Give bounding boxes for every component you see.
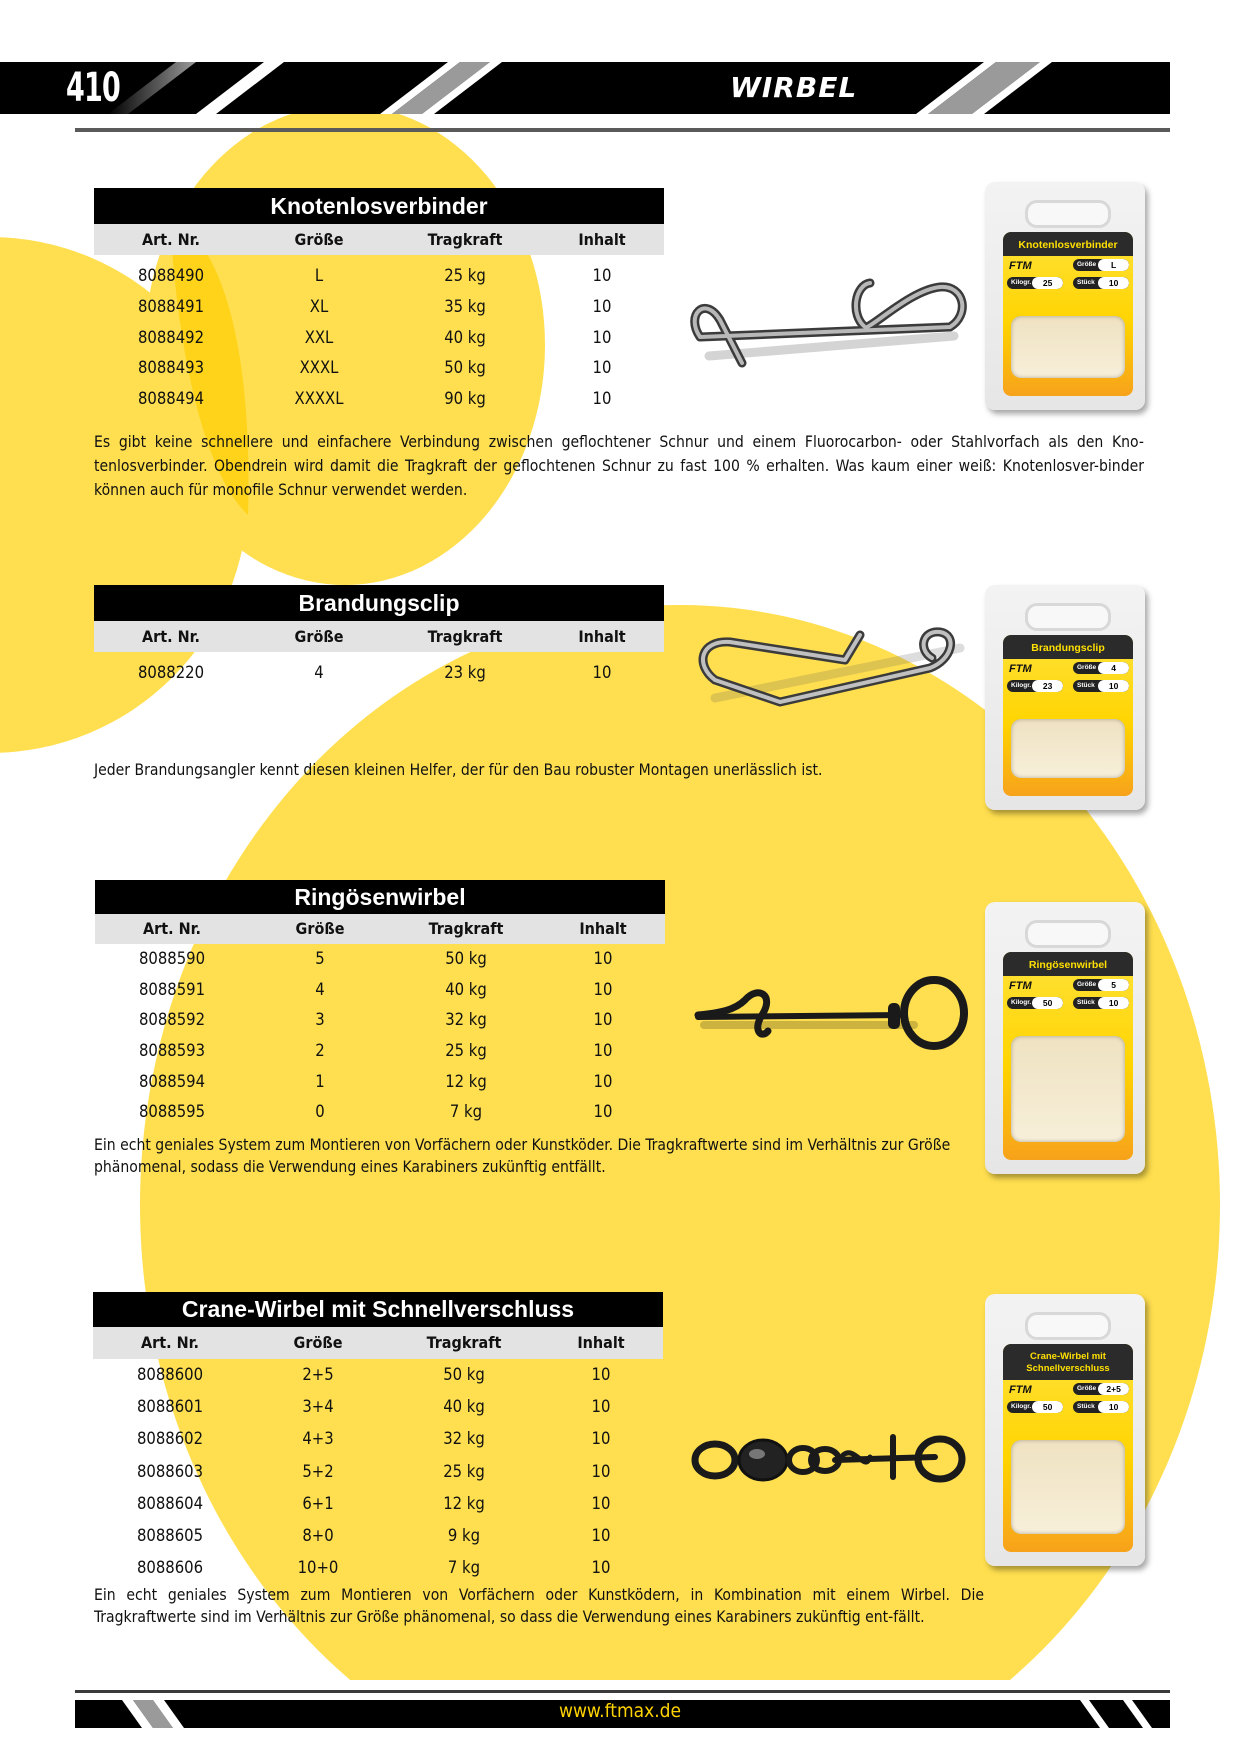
col-groesse: Größe <box>295 919 345 938</box>
cell-art-nr: 8088605 <box>136 1525 204 1545</box>
table-header <box>93 1327 663 1359</box>
product-table-knotenlosverbinder <box>94 188 664 415</box>
cell-inhalt: 10 <box>591 1365 611 1384</box>
cell-tragkraft: 23 kg <box>444 663 486 682</box>
cell-groesse: 3+4 <box>302 1397 334 1417</box>
table-row <box>95 1097 665 1128</box>
table-row <box>94 261 664 292</box>
table-title: Knotenlosverbinder <box>94 188 664 224</box>
cell-inhalt: 10 <box>593 1071 613 1091</box>
package-count-value: 10 <box>1098 1401 1129 1413</box>
table-body <box>94 255 664 415</box>
cell-tragkraft: 7 kg <box>447 1558 481 1578</box>
package-count-value: 10 <box>1098 277 1129 289</box>
cell-groesse: 3 <box>315 1010 325 1030</box>
col-art-nr: Art. Nr. <box>143 919 201 938</box>
package-kg-value: 50 <box>1032 1401 1063 1413</box>
package-count-chip: Stück 10 <box>1073 997 1129 1009</box>
product-description: Ein echt geniales System zum Montieren von Vorfächern oder Kunstködern, in Kombination mit einem Wirbel. Die Tragkraftwerte sind im Verhältnis zur Größe phänomenal, so dass die Verwendung eines Karabiners zukünftig ent-fällt. <box>94 1586 984 1626</box>
table-row <box>93 1391 663 1423</box>
package-count-value: 10 <box>1098 997 1129 1009</box>
table-body <box>93 1359 663 1584</box>
ringoesenwirbel-image <box>690 965 980 1065</box>
package-window <box>1011 719 1125 778</box>
cell-groesse: XL <box>309 296 329 316</box>
table-row <box>93 1488 663 1520</box>
package-kg-chip: Kilogr. 25 <box>1007 277 1063 289</box>
cell-tragkraft: 12 kg <box>445 1071 487 1091</box>
cell-inhalt: 10 <box>592 266 612 285</box>
package-card <box>1003 952 1133 1160</box>
package-kg-chip: Kilogr. 50 <box>1007 1401 1063 1413</box>
cell-tragkraft: 32 kg <box>443 1429 485 1449</box>
cell-tragkraft: 25 kg <box>444 266 486 285</box>
package-brandungsclip <box>985 585 1145 810</box>
cell-groesse: XXXL <box>299 358 339 378</box>
package-info <box>1003 976 1133 1016</box>
package-size-value: 5 <box>1098 979 1129 991</box>
package-label: Brandungsclip <box>1003 635 1133 659</box>
package-size-chip: Größe 4 <box>1073 662 1129 674</box>
package-size-chip: Größe 2+5 <box>1073 1383 1129 1395</box>
hang-tab <box>1025 1312 1111 1340</box>
cell-inhalt: 10 <box>592 296 612 316</box>
table-header <box>94 621 664 652</box>
package-knotenlosverbinder <box>985 182 1145 410</box>
col-art-nr: Art. Nr. <box>141 1333 199 1352</box>
cell-inhalt: 10 <box>593 1041 613 1061</box>
cell-inhalt: 10 <box>593 979 613 999</box>
package-count-value: 10 <box>1098 680 1129 692</box>
cell-art-nr: 8088491 <box>137 296 205 316</box>
cell-tragkraft: 40 kg <box>444 327 486 347</box>
package-card <box>1003 232 1133 396</box>
package-logo: FTM <box>1009 260 1032 272</box>
package-window <box>1011 316 1125 378</box>
product-table-brandungsclip <box>94 585 664 689</box>
cell-inhalt: 10 <box>592 327 612 347</box>
cell-inhalt: 10 <box>593 1102 613 1122</box>
knotenlosverbinder-image <box>680 265 970 385</box>
cell-groesse: XXXXL <box>294 389 344 409</box>
cell-inhalt: 10 <box>591 1493 611 1513</box>
package-label: Crane-Wirbel mit Schnellverschluss <box>1003 1344 1133 1380</box>
col-tragkraft: Tragkraft <box>428 919 504 938</box>
table-row <box>94 292 664 323</box>
package-crane-wirbel <box>985 1294 1145 1566</box>
brandungsclip-image <box>690 620 970 720</box>
cell-groesse: L <box>314 266 324 285</box>
table-row <box>93 1359 663 1391</box>
cell-tragkraft: 50 kg <box>443 1365 485 1384</box>
cell-art-nr: 8088220 <box>137 663 205 682</box>
crane-wirbel-image <box>685 1415 975 1505</box>
package-kg-chip: Kilogr. 23 <box>1007 680 1063 692</box>
table-body <box>95 944 665 1128</box>
cell-art-nr: 8088490 <box>137 266 205 285</box>
cell-tragkraft: 9 kg <box>447 1525 481 1545</box>
footer-rule <box>75 1690 1170 1693</box>
cell-tragkraft: 40 kg <box>443 1397 485 1417</box>
cell-art-nr: 8088591 <box>138 979 206 999</box>
cell-art-nr: 8088592 <box>138 1010 206 1030</box>
product-description: Es gibt keine schnellere und einfachere Verbindung zwischen geflochtener Schnur und einem Fluorocarbon- oder Stahlvorfach als den Kno-tenlosverbinder. Obendrein wird damit die Tragkraft der geflochtenen Schnur zu fast 100 % erhalten. Was kaum einer weiß: Knotenlosver-binder können auch für monofile Schnur verwendet werden. <box>94 433 1144 499</box>
table-title: Brandungsclip <box>94 585 664 621</box>
package-count-chip: Stück 10 <box>1073 277 1129 289</box>
package-ringoesenwirbel <box>985 902 1145 1174</box>
table-row <box>94 658 664 689</box>
table-row <box>94 353 664 384</box>
cell-art-nr: 8088600 <box>136 1365 204 1384</box>
package-logo: FTM <box>1009 980 1032 992</box>
cell-tragkraft: 12 kg <box>443 1493 485 1513</box>
package-count-chip: Stück 10 <box>1073 680 1129 692</box>
cell-inhalt: 10 <box>592 358 612 378</box>
package-kg-value: 23 <box>1032 680 1063 692</box>
cell-art-nr: 8088606 <box>136 1558 204 1578</box>
cell-art-nr: 8088601 <box>136 1397 204 1417</box>
cell-art-nr: 8088590 <box>138 949 206 968</box>
package-size-chip: Größe 5 <box>1073 979 1129 991</box>
product-description: Ein echt geniales System zum Montieren von Vorfächern oder Kunstköder. Die Tragkraftwerte sind im Verhältnis zur Größe phänomenal, sodass die Verwendung eines Karabiners zukünftig entfällt. <box>94 1136 951 1176</box>
cell-inhalt: 10 <box>592 389 612 409</box>
cell-inhalt: 10 <box>591 1461 611 1481</box>
cell-groesse: 8+0 <box>302 1525 334 1545</box>
cell-art-nr: 8088492 <box>137 327 205 347</box>
cell-tragkraft: 90 kg <box>444 389 486 409</box>
col-tragkraft: Tragkraft <box>427 230 503 249</box>
cell-groesse: 10+0 <box>297 1558 339 1578</box>
package-size-value: 2+5 <box>1098 1383 1129 1395</box>
page-number: 410 <box>66 65 121 111</box>
col-tragkraft: Tragkraft <box>426 1333 502 1352</box>
cell-tragkraft: 32 kg <box>445 1010 487 1030</box>
cell-inhalt: 10 <box>591 1525 611 1545</box>
section-title: WIRBEL <box>730 71 858 104</box>
cell-groesse: 5+2 <box>302 1461 334 1481</box>
cell-inhalt: 10 <box>592 663 612 682</box>
col-groesse: Größe <box>293 1333 343 1352</box>
cell-groesse: XXL <box>304 327 334 347</box>
package-logo: FTM <box>1009 663 1032 675</box>
package-kg-value: 25 <box>1032 277 1063 289</box>
footer-website-link[interactable]: www.ftmax.de <box>558 1700 682 1722</box>
cell-art-nr: 8088593 <box>138 1041 206 1061</box>
cell-tragkraft: 50 kg <box>444 358 486 378</box>
cell-inhalt: 10 <box>591 1397 611 1417</box>
table-row <box>93 1552 663 1584</box>
cell-art-nr: 8088604 <box>136 1493 204 1513</box>
col-groesse: Größe <box>294 230 344 249</box>
cell-art-nr: 8088603 <box>136 1461 204 1481</box>
hang-tab <box>1025 603 1111 631</box>
col-tragkraft: Tragkraft <box>427 627 503 646</box>
package-window <box>1011 1440 1125 1534</box>
package-info <box>1003 256 1133 296</box>
package-label: Ringösenwirbel <box>1003 952 1133 976</box>
package-info <box>1003 659 1133 699</box>
product-table-ringoesenwirbel <box>95 880 665 1128</box>
cell-inhalt: 10 <box>593 1010 613 1030</box>
cell-tragkraft: 25 kg <box>443 1461 485 1481</box>
cell-groesse: 4+3 <box>302 1429 334 1449</box>
table-title: Crane-Wirbel mit Schnellverschluss <box>93 1292 663 1327</box>
package-card <box>1003 1344 1133 1552</box>
cell-groesse: 6+1 <box>302 1493 334 1513</box>
cell-art-nr: 8088594 <box>138 1071 206 1091</box>
table-row <box>93 1520 663 1552</box>
table-row <box>95 975 665 1006</box>
package-kg-value: 50 <box>1032 997 1063 1009</box>
cell-groesse: 1 <box>315 1071 325 1091</box>
cell-art-nr: 8088493 <box>137 358 205 378</box>
table-row <box>94 384 664 415</box>
header-rule <box>75 128 1170 132</box>
cell-inhalt: 10 <box>591 1429 611 1449</box>
package-kg-chip: Kilogr. 50 <box>1007 997 1063 1009</box>
col-art-nr: Art. Nr. <box>142 230 200 249</box>
package-size-chip: Größe L <box>1073 259 1129 271</box>
header-bar <box>0 62 1170 114</box>
cell-tragkraft: 50 kg <box>445 949 487 968</box>
table-title: Ringösenwirbel <box>95 880 665 914</box>
table-row <box>95 944 665 975</box>
table-row <box>93 1423 663 1455</box>
cell-inhalt: 10 <box>591 1558 611 1578</box>
cell-groesse: 2+5 <box>302 1365 334 1384</box>
cell-tragkraft: 35 kg <box>444 296 486 316</box>
col-inhalt: Inhalt <box>578 230 626 249</box>
cell-art-nr: 8088595 <box>138 1102 206 1122</box>
cell-art-nr: 8088494 <box>137 389 205 409</box>
col-art-nr: Art. Nr. <box>142 627 200 646</box>
cell-groesse: 4 <box>314 663 324 682</box>
table-row <box>93 1456 663 1488</box>
cell-art-nr: 8088602 <box>136 1429 204 1449</box>
product-description: Jeder Brandungsangler kennt diesen kleinen Helfer, der für den Bau robuster Montagen unerlässlich ist. <box>94 761 823 779</box>
cell-groesse: 0 <box>315 1102 325 1122</box>
package-size-value: 4 <box>1098 662 1129 674</box>
product-table-crane-wirbel <box>93 1292 663 1584</box>
cell-groesse: 2 <box>315 1041 325 1061</box>
package-label: Knotenlosverbinder <box>1003 232 1133 256</box>
cell-tragkraft: 40 kg <box>445 979 487 999</box>
cell-groesse: 5 <box>315 949 325 968</box>
table-body <box>94 652 664 689</box>
cell-tragkraft: 7 kg <box>449 1102 483 1122</box>
package-window <box>1011 1036 1125 1142</box>
package-size-value: L <box>1098 259 1129 271</box>
table-header <box>94 224 664 255</box>
table-row <box>95 1005 665 1036</box>
col-inhalt: Inhalt <box>578 627 626 646</box>
package-info <box>1003 1380 1133 1420</box>
table-row <box>94 323 664 354</box>
package-logo: FTM <box>1009 1384 1032 1396</box>
col-inhalt: Inhalt <box>577 1333 625 1352</box>
table-header <box>95 914 665 944</box>
hang-tab <box>1025 920 1111 948</box>
table-row <box>95 1067 665 1098</box>
cell-groesse: 4 <box>315 979 325 999</box>
package-card <box>1003 635 1133 796</box>
hang-tab <box>1025 200 1111 228</box>
table-row <box>95 1036 665 1067</box>
cell-tragkraft: 25 kg <box>445 1041 487 1061</box>
cell-inhalt: 10 <box>593 949 613 968</box>
col-inhalt: Inhalt <box>579 919 627 938</box>
package-count-chip: Stück 10 <box>1073 1401 1129 1413</box>
col-groesse: Größe <box>294 627 344 646</box>
